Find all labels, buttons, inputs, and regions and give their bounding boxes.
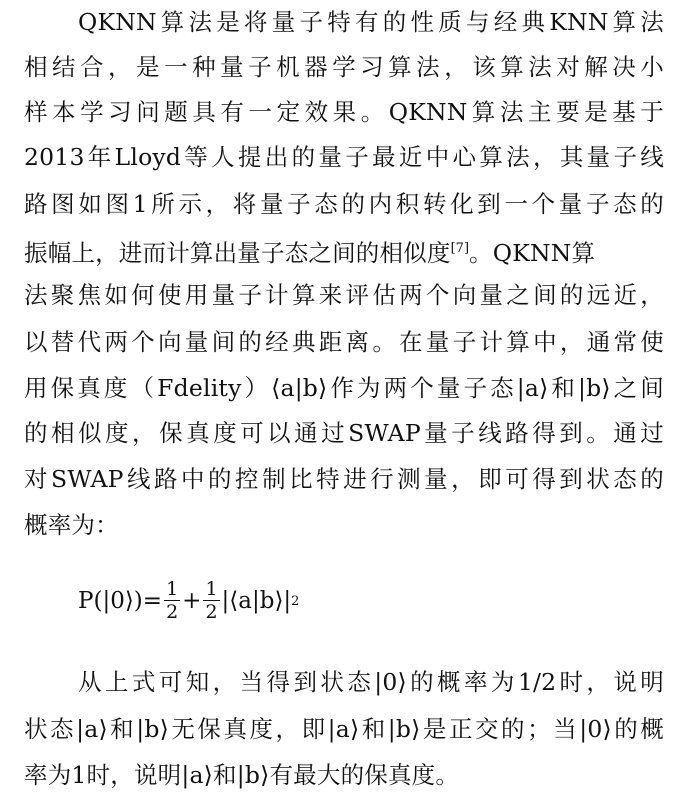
- fraction-numerator: 1: [205, 578, 218, 600]
- text-line: 率为1时，说明|a⟩和|b⟩有最大的保真度。: [24, 761, 460, 789]
- text-line: 从上式可知，当得到状态|0⟩的概率为1/2时，说明: [78, 668, 664, 696]
- text-line: 的相似度，保真度可以通过SWAP量子线路得到。通过: [24, 419, 664, 447]
- formula-lhs: P(|0⟩)=: [78, 588, 163, 614]
- text-line: 2013年Lloyd等人提出的量子最近中心算法，其量子线: [24, 143, 664, 171]
- fraction-numerator: 1: [166, 578, 179, 600]
- text-line: 状态|a⟩和|b⟩无保真度，即|a⟩和|b⟩是正交的；当|0⟩的概: [24, 715, 664, 743]
- citation-reference: [7]: [450, 241, 470, 256]
- text-line: QKNN算法是将量子特有的性质与经典KNN算法: [78, 8, 664, 36]
- text-line: [24, 234, 664, 268]
- text-line: 路图如图1所示，将量子态的内积转化到一个量子态的: [24, 190, 664, 218]
- fraction: [203, 580, 219, 622]
- text-segment: 振幅上，进而计算出量子态之间的相似度: [24, 239, 451, 267]
- text-line: 对SWAP线路中的控制比特进行测量，即可得到状态的: [24, 465, 664, 493]
- probability-formula: [78, 574, 299, 628]
- text-line: 相结合，是一种量子机器学习算法，该算法对解决小: [24, 53, 664, 81]
- fraction-denominator: 2: [205, 601, 218, 623]
- text-line: 法聚焦如何使用量子计算来评估两个向量之间的远近，: [24, 281, 664, 309]
- formula-plus: +: [182, 588, 202, 614]
- text-line: 用保真度（Fdelity）⟨a|b⟩作为两个量子态|a⟩和|b⟩之间: [24, 374, 664, 402]
- text-segment: 。QKNN算: [469, 239, 596, 267]
- text-line: 概率为：: [24, 511, 119, 539]
- text-line: 样本学习问题具有一定效果。QKNN算法主要是基于: [24, 98, 664, 126]
- fraction-denominator: 2: [166, 601, 179, 623]
- text-line: 以替代两个向量间的经典距离。在量子计算中，通常使: [24, 328, 664, 356]
- formula-exponent: 2: [291, 593, 300, 609]
- formula-term: |⟨a|b⟩|: [221, 588, 292, 614]
- fraction: [164, 580, 180, 622]
